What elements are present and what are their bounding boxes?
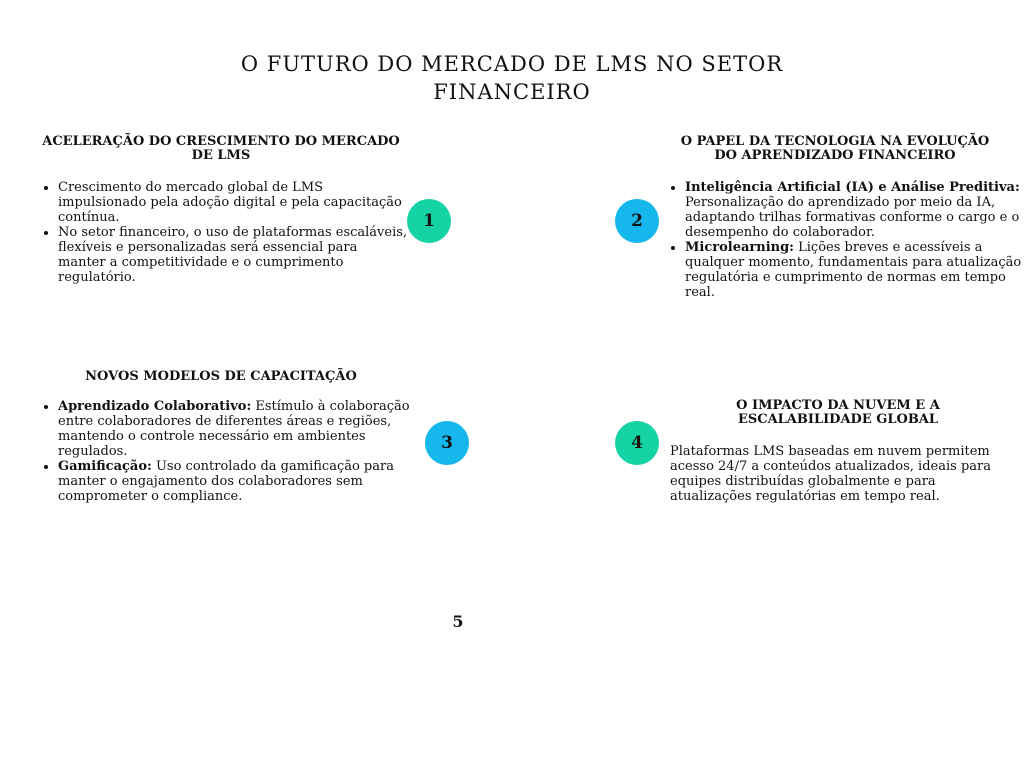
section-1-bullet-1-text: Crescimento do mercado global de LMS impulsionado pela adoção digital e pela capacitação contínua. xyxy=(58,180,402,225)
section-3-bullet-1-bold: Aprendizado Colaborativo: xyxy=(58,399,252,414)
section-4-paragraph: Plataformas LMS baseadas em nuvem permitem acesso 24/7 a conteúdos atualizados, ideais para equipes distribuídas globalmente e para atualizações regulatórias em tempo real. xyxy=(670,444,991,504)
section-1-bullet-2-text: No setor financeiro, o uso de plataformas escaláveis, flexíveis e personalizadas será essencial para manter a competitividade e o cumprimento regulatório. xyxy=(58,225,408,285)
section-3-bullet-2-bold: Gamificação: xyxy=(58,459,152,474)
section-4-heading: O IMPACTO DA NUVEM E A ESCALABILIDADE GLOBAL xyxy=(736,398,940,427)
step-3-circle: 3 xyxy=(425,421,469,465)
section-1-bullet-1 xyxy=(58,180,408,225)
page-title: O FUTURO DO MERCADO DE LMS NO SETOR FINANCEIRO xyxy=(240,52,784,104)
section-3-bullet-2 xyxy=(58,459,423,504)
section-3-bullet-1-text: Estímulo à colaboração entre colaboradores de diferentes áreas e regiões, mantendo o controle necessário em ambientes regulados. xyxy=(58,399,410,459)
section-2-bullet-1 xyxy=(685,180,1024,240)
section-1-list xyxy=(38,180,408,285)
section-3-bullet-1 xyxy=(58,399,423,459)
section-2-list xyxy=(665,180,1024,300)
step-1-circle: 1 xyxy=(407,199,451,243)
section-2-heading: O PAPEL DA TECNOLOGIA NA EVOLUÇÃO DO APRENDIZADO FINANCEIRO xyxy=(680,134,990,163)
section-3-bullet-2-text: Uso controlado da gamificação para manter o engajamento dos colaboradores sem comprometer o compliance. xyxy=(58,459,394,504)
section-3-heading: NOVOS MODELOS DE CAPACITAÇÃO xyxy=(85,369,357,384)
section-1-heading: ACELERAÇÃO DO CRESCIMENTO DO MERCADO DE LMS xyxy=(42,134,400,163)
section-2-bullet-1-bold: Inteligência Artificial (IA) e Análise Preditiva: xyxy=(685,180,1020,195)
section-3-list xyxy=(38,399,423,504)
step-2-circle: 2 xyxy=(615,199,659,243)
section-2-bullet-2-text: Lições breves e acessíveis a qualquer momento, fundamentais para atualização regulatória e cumprimento de normas em tempo real. xyxy=(685,240,1022,300)
section-2-bullet-2-bold: Microlearning: xyxy=(685,240,794,255)
section-2-bullet-2 xyxy=(685,240,1024,300)
section-2-bullet-1-text: Personalização do aprendizado por meio da IA, adaptando trilhas formativas conforme o cargo e o desempenho do colaborador. xyxy=(685,195,1020,240)
step-4-circle: 4 xyxy=(615,421,659,465)
page-number: 5 xyxy=(452,612,464,631)
section-1-bullet-2 xyxy=(58,225,408,285)
